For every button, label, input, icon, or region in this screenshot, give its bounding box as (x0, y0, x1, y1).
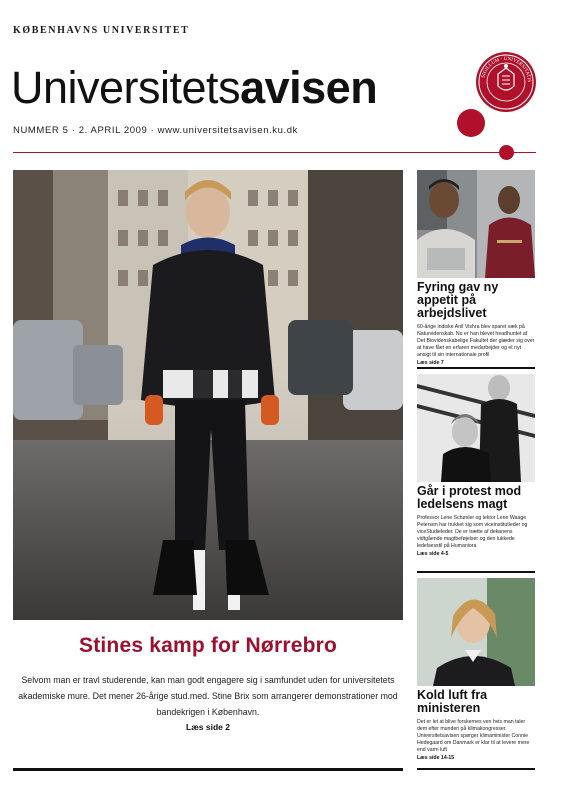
masthead-light: Universitets (11, 62, 241, 113)
side-story-3-title: Kold luft fra ministeren (417, 688, 488, 715)
masthead (11, 63, 377, 113)
side-rule-1 (417, 367, 535, 369)
side-story-3-text: Det er let at blive forskernes ven hvis man taler dem efter munden på klimakongresser. Universitetsavisen spørger klimaminister Connie Hedegaard om Danmark er klar til at levere mere end varm luft (417, 719, 530, 753)
side-story-1[interactable] (417, 170, 535, 366)
side-story-2-text: Professor Lene Schøsler og lektor Lene Waage Petersen har trukket sig som viceinstitutleder og viceStudieleder. De er trætte af dekanens vidtgående magtbeføjelser og den lukkede ledelsesstil på Humaniora (417, 515, 528, 549)
decorative-dot-small (499, 145, 514, 160)
side-story-1-read-more[interactable]: Læs side 7 (417, 360, 444, 366)
svg-text:SIGILLUM · UNIVERSITATIS: SIGILLUM · UNIVERSITATIS (481, 56, 532, 83)
university-seal-logo (476, 52, 536, 112)
side-story-1-title: Fyring gav ny appetit på arbejdslivet (417, 280, 499, 320)
side-story-1-text: 60-årige indiske Anil Vishra blev sparet væk på Naturvidenskab. Nu er han blevet headhuntet af Det Biovidenskabelige Fakultet der glæder sig over at have fået en erfaren medarbejder og et nyt ansigt til sin internationale profil (417, 324, 535, 358)
side-story-3-photo (417, 578, 535, 686)
side-story-2-read-more[interactable]: Læs side 4-5 (417, 551, 449, 557)
main-lede: Selvom man er travl studerende, kan man godt engagere sig i samfundet uden for universitetets akademiske mure. Det mener 26-årige stud.med. Stine Brix som arrangerer demonstrationer mod bandekrigen i København. (18, 675, 398, 717)
university-name: KØBENHAVNS UNIVERSITET (13, 25, 190, 36)
header-rule (13, 152, 536, 153)
decorative-dot-large (457, 109, 485, 137)
side-rule-3 (417, 768, 535, 770)
footer-rule (13, 768, 403, 771)
side-story-2[interactable] (417, 374, 535, 557)
side-story-2-title: Går i protest mod ledelsens magt (417, 484, 522, 511)
main-read-more-link[interactable]: Læs side 2 (186, 722, 230, 732)
side-story-3[interactable] (417, 578, 535, 761)
side-story-1-photo (417, 170, 535, 278)
side-story-3-read-more[interactable]: Læs side 14-15 (417, 755, 455, 761)
side-story-2-photo (417, 374, 535, 482)
main-headline[interactable]: Stines kamp for Nørrebro (78, 634, 338, 657)
masthead-bold: avisen (240, 62, 378, 113)
side-rule-2 (417, 571, 535, 573)
issue-line: NUMMER 5 · 2. APRIL 2009 · www.universitetsavisen.ku.dk (13, 125, 299, 136)
hero-photo (13, 170, 403, 620)
